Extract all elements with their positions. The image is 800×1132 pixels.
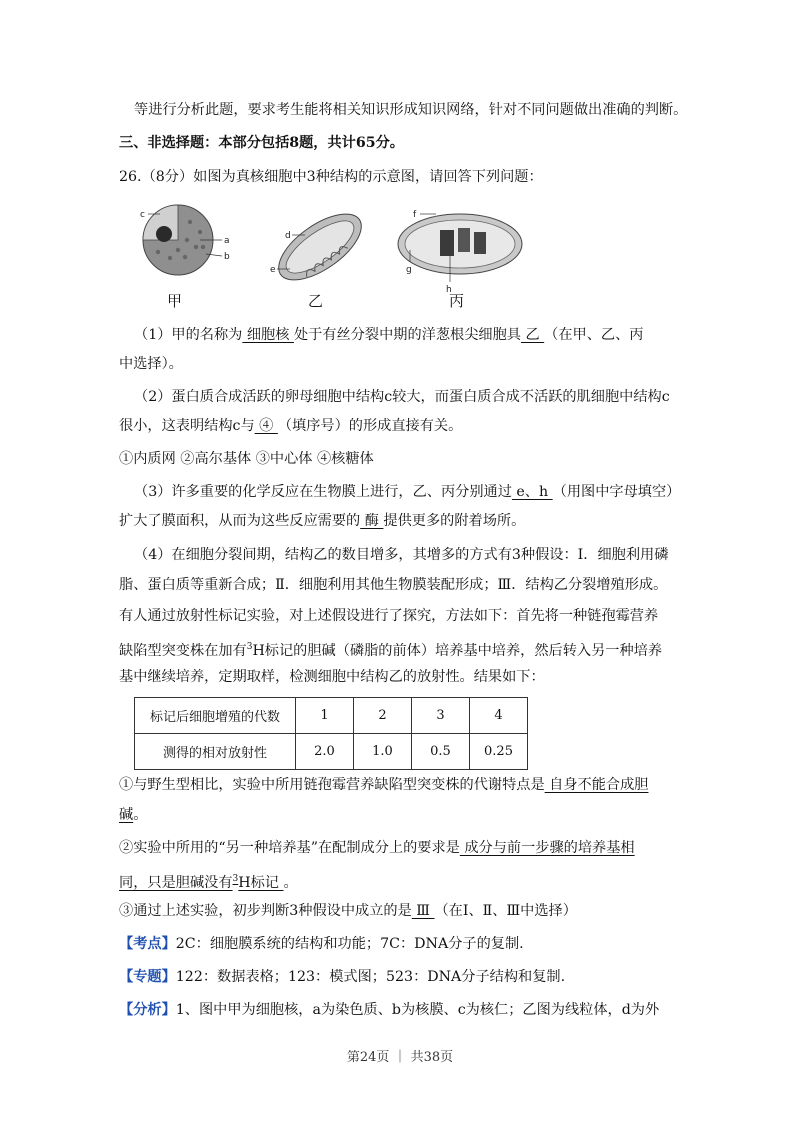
q1-line <box>134 324 644 346</box>
label-a: a <box>224 236 230 246</box>
sub2-answer: 成分与前一步骤的培养基相 <box>459 840 635 856</box>
q2-suffix: （填序号）的形成直接有关。 <box>277 418 463 434</box>
sub1-answer-cont: 碱 <box>119 807 134 823</box>
table-cell: 3 <box>412 698 470 734</box>
sub1-line-2 <box>119 804 147 826</box>
q2-answer: ④ <box>254 418 278 434</box>
sub1-answer: 自身不能合成胆 <box>544 777 649 793</box>
q3-answer-1: e、h <box>511 484 553 500</box>
figure-svg <box>140 192 530 310</box>
q3-line-1 <box>134 481 680 503</box>
table-cell: 0.25 <box>470 734 528 770</box>
q2-prefix: 很小，这表明结构c与 <box>119 418 255 434</box>
label-f: f <box>413 210 417 220</box>
q1-suffix: （在甲、乙、丙 <box>544 327 644 343</box>
table-row <box>135 698 528 734</box>
q2-options: ①内质网 ②高尔基体 ③中心体 ④核糖体 <box>119 451 374 467</box>
caption-bing: 丙 <box>449 292 465 310</box>
caption-jia: 甲 <box>167 292 183 310</box>
label-g: g <box>406 265 412 275</box>
q4-line-4 <box>119 636 662 662</box>
zhuanti-line <box>119 966 565 988</box>
zhuanti-tag: 【专题】 <box>119 969 176 985</box>
label-e: e <box>270 265 276 275</box>
q3-answer-2: 酶 <box>360 513 384 529</box>
sub1-prefix: ①与野生型相比，实验中所用链孢霉营养缺陷型突变株的代谢特点是 <box>119 777 545 793</box>
q4-line-3: 有人通过放射性标记实验，对上述假设进行了探究，方法如下：首先将一种链孢霉营养 <box>119 608 659 624</box>
q3-prefix: （3）许多重要的化学反应在生物膜上进行，乙、丙分别通过 <box>134 484 512 500</box>
table-cell: 标记后细胞增殖的代数 <box>135 698 296 734</box>
q4-line4-prefix: 缺陷型突变株在加有 <box>119 643 247 659</box>
q3-line-2 <box>119 510 525 532</box>
table-cell: 2.0 <box>296 734 354 770</box>
q3-line2-prefix: 扩大了膜面积，从而为这些反应需要的 <box>119 513 361 529</box>
q3-suffix: （用图中字母填空） <box>552 484 681 500</box>
kaodian-line <box>119 933 524 955</box>
sub2-line-1 <box>119 837 635 859</box>
sub2-answer-end: H标记 <box>238 875 284 891</box>
mitochondrion-illustration <box>268 201 372 292</box>
sub3-prefix: ③通过上述实验，初步判断3种假设中成立的是 <box>119 903 412 919</box>
sub3-answer: Ⅲ <box>411 903 435 919</box>
fenxi-line <box>119 999 659 1021</box>
label-c: c <box>140 210 145 220</box>
q1-mid: 处于有丝分裂中期的洋葱根尖细胞具 <box>293 327 521 343</box>
label-d: d <box>285 231 291 241</box>
label-h: h <box>446 285 452 295</box>
q3-line2-suffix: 提供更多的附着场所。 <box>383 513 526 529</box>
q4-line-2: 脂、蛋白质等重新合成；Ⅱ．细胞利用其他生物膜装配形成；Ⅲ．结构乙分裂增殖形成。 <box>119 577 668 593</box>
sub2-suffix: 。 <box>283 875 298 891</box>
nucleus-illustration <box>143 205 222 275</box>
section-heading: 三、非选择题：本部分包括8题，共计65分。 <box>119 135 404 151</box>
fenxi-text: 1、图中甲为细胞核，a为染色质、b为核膜、c为核仁；乙图为线粒体，d为外 <box>175 1002 660 1018</box>
q4-line-1: （4）在细胞分裂间期，结构乙的数目增多，其增多的方式有3种假设：Ⅰ．细胞利用磷 <box>134 547 669 563</box>
table-row <box>135 734 528 770</box>
q1-answer-2: 乙 <box>520 327 545 343</box>
sub3-suffix: （在Ⅰ、Ⅱ、Ⅲ中选择） <box>434 903 577 919</box>
kaodian-tag: 【考点】 <box>119 936 176 952</box>
sub3-line <box>119 900 577 922</box>
page-footer: 第24页 ｜ 共38页 <box>346 1050 454 1065</box>
sub1-suffix: 。 <box>133 807 148 823</box>
cell-structures-figure <box>140 192 530 310</box>
table-cell: 测得的相对放射性 <box>135 734 296 770</box>
label-b: b <box>224 252 230 262</box>
sub1-line-1 <box>119 774 648 796</box>
fenxi-tag: 【分析】 <box>119 1002 176 1018</box>
sub2-prefix: ②实验中所用的“另一种培养基”在配制成分上的要求是 <box>119 840 460 856</box>
q1-continuation: 中选择）。 <box>119 356 183 372</box>
q1-answer-1: 细胞核 <box>242 327 294 343</box>
results-table <box>134 697 528 770</box>
table-cell: 0.5 <box>412 734 470 770</box>
kaodian-text: 2C：细胞膜系统的结构和功能；7C：DNA分子的复制. <box>175 936 524 952</box>
q4-line-5: 基中继续培养，定期取样，检测细胞中结构乙的放射性。结果如下： <box>119 669 545 685</box>
caption-yi: 乙 <box>308 292 324 310</box>
table-cell: 1.0 <box>354 734 412 770</box>
question-stem: 26.（8分）如图为真核细胞中3种结构的示意图，请回答下列问题： <box>119 169 543 185</box>
sub2-superscript: 3 <box>232 874 239 884</box>
intro-line: 等进行分析此题，要求考生能将相关知识形成知识网络，针对不同问题做出准确的判断。 <box>134 102 688 118</box>
zhuanti-text: 122：数据表格；123：模式图；523：DNA分子结构和复制. <box>175 969 566 985</box>
q1-prefix: （1）甲的名称为 <box>134 327 243 343</box>
q2-line-1: （2）蛋白质合成活跃的卵母细胞中结构c较大，而蛋白质合成不活跃的肌细胞中结构c <box>134 389 670 405</box>
table-cell: 4 <box>470 698 528 734</box>
chloroplast-illustration <box>398 214 522 282</box>
q4-superscript: 3 <box>246 642 253 652</box>
table-cell: 2 <box>354 698 412 734</box>
sub2-answer-cont: 同，只是胆碱没有 <box>119 875 233 891</box>
q4-line4-suffix: H标记的胆碱（磷脂的前体）培养基中培养，然后转入另一种培养 <box>252 643 663 659</box>
q2-line-2 <box>119 415 462 437</box>
table-cell: 1 <box>296 698 354 734</box>
sub2-line-2 <box>119 868 298 894</box>
